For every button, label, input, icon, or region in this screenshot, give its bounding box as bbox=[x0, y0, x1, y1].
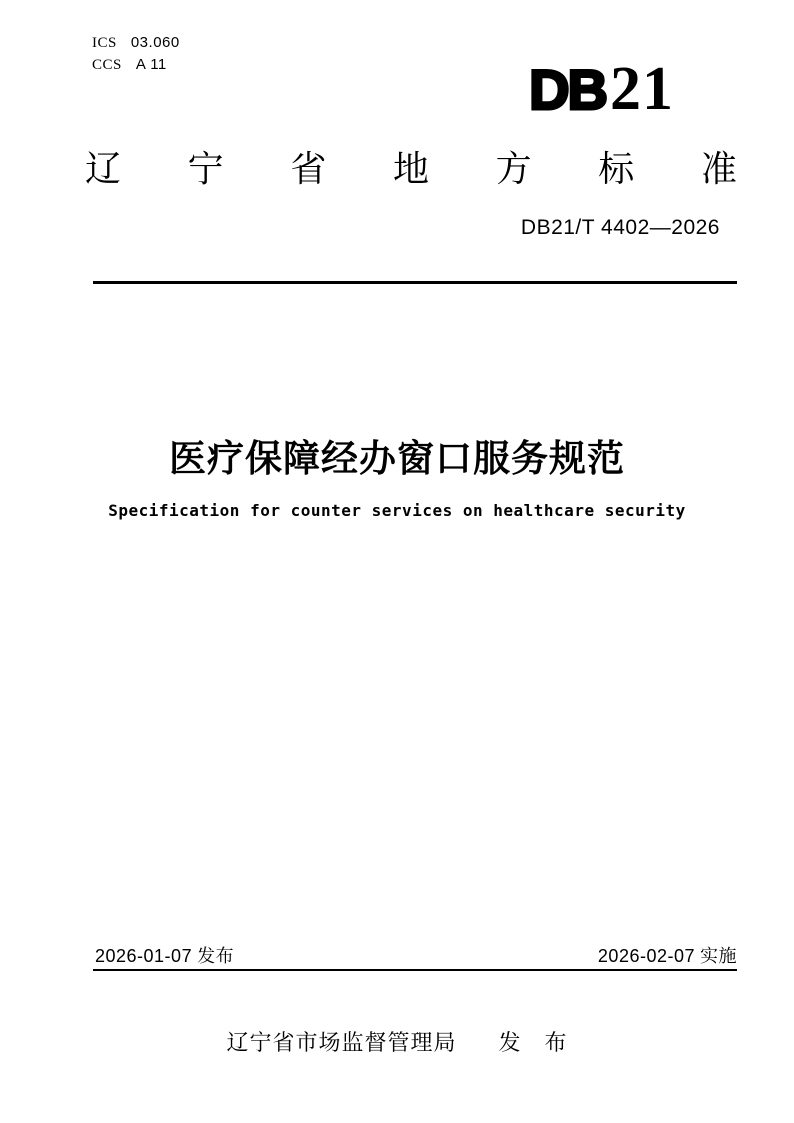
db21-logo-db: DB bbox=[529, 58, 606, 121]
implement-date: 2026-02-07 bbox=[597, 946, 695, 966]
ccs-label: CCS bbox=[92, 57, 122, 73]
standard-type-char: 方 bbox=[495, 148, 532, 189]
ccs-value: A 11 bbox=[135, 56, 167, 73]
top-rule bbox=[93, 281, 737, 284]
document-title-english: Specification for counter services on healthcare security bbox=[108, 501, 686, 520]
publisher-name: 辽宁省市场监督管理局 bbox=[226, 1030, 457, 1055]
standard-type-char: 标 bbox=[598, 148, 635, 189]
dates-row bbox=[95, 942, 737, 968]
bottom-rule bbox=[93, 969, 737, 971]
implement-date-item bbox=[598, 942, 737, 968]
issue-date-item bbox=[95, 942, 234, 968]
ics-row bbox=[92, 32, 180, 54]
db21-logo-num: 21 bbox=[610, 55, 674, 123]
implement-label: 实施 bbox=[700, 946, 737, 966]
classification-block bbox=[92, 32, 180, 76]
standard-type-char: 省 bbox=[290, 148, 327, 189]
issue-date: 2026-01-07 bbox=[95, 946, 193, 966]
publish-label: 发 布 bbox=[498, 1030, 568, 1055]
publisher-row bbox=[0, 1026, 794, 1057]
issue-label: 发布 bbox=[197, 946, 235, 966]
standard-type-char: 辽 bbox=[85, 148, 122, 189]
ics-label: ICS bbox=[92, 35, 117, 51]
ics-value: 03.060 bbox=[130, 34, 180, 51]
document-title-chinese: 医疗保障经办窗口服务规范 bbox=[169, 438, 625, 479]
standard-type-char: 准 bbox=[700, 148, 737, 189]
standard-type-char: 地 bbox=[392, 148, 429, 189]
standard-type-title bbox=[85, 148, 737, 190]
ccs-row bbox=[92, 54, 180, 76]
standard-type-char: 宁 bbox=[187, 148, 224, 189]
db21-logo bbox=[529, 55, 674, 123]
standard-number: DB21/T 4402—2026 bbox=[520, 216, 720, 239]
